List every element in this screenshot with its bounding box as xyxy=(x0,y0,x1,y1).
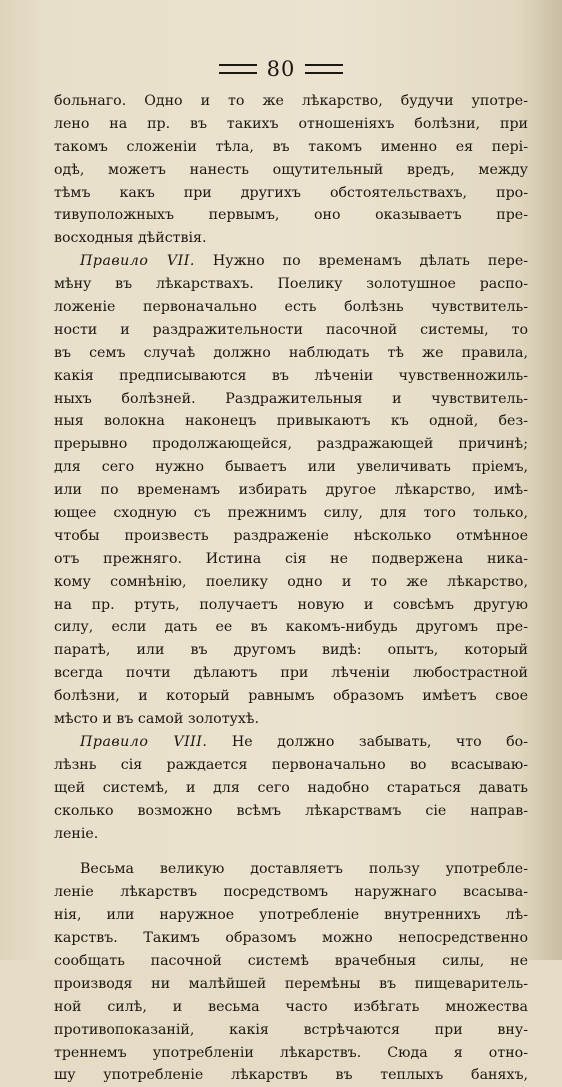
text-line: Нужно по временамъ дѣлать пере- xyxy=(212,253,528,270)
text-line: ныя волокна наконецъ привыкаютъ къ одной, без- xyxy=(54,413,528,430)
running-head xyxy=(0,58,562,80)
rule-label: Правило VIII. xyxy=(80,733,208,750)
text-line: нія, или наружное употребленіе внутреннихъ лѣ- xyxy=(54,907,528,924)
page-number: 80 xyxy=(266,57,296,81)
text-line: въ семъ случаѣ должно наблюдать тѣ же правила, xyxy=(54,344,528,361)
text-line: ности и раздражительности пасочной системы, то xyxy=(54,321,528,338)
text-line: мѣсто и въ самой золотухѣ. xyxy=(54,711,259,728)
text-line: щей системѣ, и для сего надобно стараться давать xyxy=(54,779,528,796)
text-line: тѣмъ какъ при другихъ обстоятельствахъ, про- xyxy=(54,184,528,201)
paragraph-gap xyxy=(54,845,528,858)
text-line: противопоказаній, какія встрѣчаются при вну- xyxy=(54,1021,528,1038)
text-line: ной силѣ, и весьма часто избѣгать множества xyxy=(54,998,528,1015)
text-line: лено на пр. въ такихъ отношеніяхъ болѣзни, при xyxy=(54,115,528,132)
text-line: чтобы произвесть раздраженіе нѣсколько отмѣнное xyxy=(54,527,528,544)
body-text xyxy=(54,90,528,1087)
rule-label: Правило VII. xyxy=(80,253,195,270)
text-line: лѣзнь сія раждается первоначально во всасываю- xyxy=(54,756,528,773)
text-line: на пр. ртуть, получаетъ новую и совсѣмъ другую xyxy=(54,596,528,613)
text-line: ложеніе первоначально есть болѣзнь чувствитель- xyxy=(54,299,528,316)
text-line: мѣну въ лѣкарствахъ. Поелику золотушное распо- xyxy=(54,276,528,293)
ornamental-rule-right xyxy=(305,64,343,74)
text-line: тивуположныхъ первымъ, оно оказываетъ пре- xyxy=(54,207,528,224)
ornamental-rule-left xyxy=(219,64,257,74)
text-line: сколько возможно всѣмъ лѣкарствамъ сіе направ- xyxy=(54,802,528,819)
text-line: карствъ. Такимъ образомъ можно непосредственно xyxy=(54,930,528,947)
text-line: паратѣ, или въ другомъ видѣ: опытъ, который xyxy=(54,642,528,659)
text-line: Весьма великую доставляетъ пользу употребле- xyxy=(80,861,528,878)
text-line: больнаго. Одно и то же лѣкарство, будучи употре- xyxy=(54,93,528,109)
text-line: одѣ, можетъ нанесть ощутительный вредъ, между xyxy=(54,161,528,178)
text-line: такомъ сложеніи тѣла, въ такомъ именно ея пері- xyxy=(54,138,528,155)
text-line: прерывно продолжающейся, раздражающей причинѣ; xyxy=(54,436,528,453)
rule-viii-first-line xyxy=(54,731,528,754)
text-line: для сего нужно бываетъ или увеличивать пріемъ, xyxy=(54,459,528,476)
text-line: сообщать пасочной системѣ врачебныя силы, не xyxy=(54,952,528,969)
text-line: Не должно забывать, что бо- xyxy=(231,733,528,750)
text-line: всегда почти дѣлаютъ при лѣченіи любострастной xyxy=(54,665,528,682)
text-line: силу, если дать ее въ какомъ-нибудь другомъ пре- xyxy=(54,619,528,636)
text-line: восходныя дѣйствія. xyxy=(54,230,207,247)
text-line: леніе лѣкарствъ посредствомъ наружнаго всасыва- xyxy=(54,884,528,901)
text-line: ющее сходную съ прежнимъ силу, для того только, xyxy=(54,505,528,522)
text-line: кому сомнѣнію, поелику одно и то же лѣкарство, xyxy=(54,573,528,590)
text-line: треннемъ употребленіи лѣкарствъ. Сюда я отно- xyxy=(54,1044,528,1061)
text-line: ныхъ болѣзней. Раздражительныя и чувствитель- xyxy=(54,390,528,407)
text-line: отъ прежняго. Истина сія не подвержена ника- xyxy=(54,550,528,567)
text-line: какія предписываются въ лѣченіи чувственножиль- xyxy=(54,367,528,384)
text-line: производя ни малѣйшей перемѣны въ пищеваритель- xyxy=(54,975,528,992)
text-line: болѣзни, и который равнымъ образомъ имѣетъ свое xyxy=(54,688,528,705)
rule-vii-first-line xyxy=(54,250,528,273)
text-line: или по временамъ избирать другое лѣкарство, имѣ- xyxy=(54,482,528,499)
text-line: шу употребленіе лѣкарствъ въ теплыхъ баняхъ, xyxy=(54,1067,528,1084)
text-line: леніе. xyxy=(54,825,99,842)
